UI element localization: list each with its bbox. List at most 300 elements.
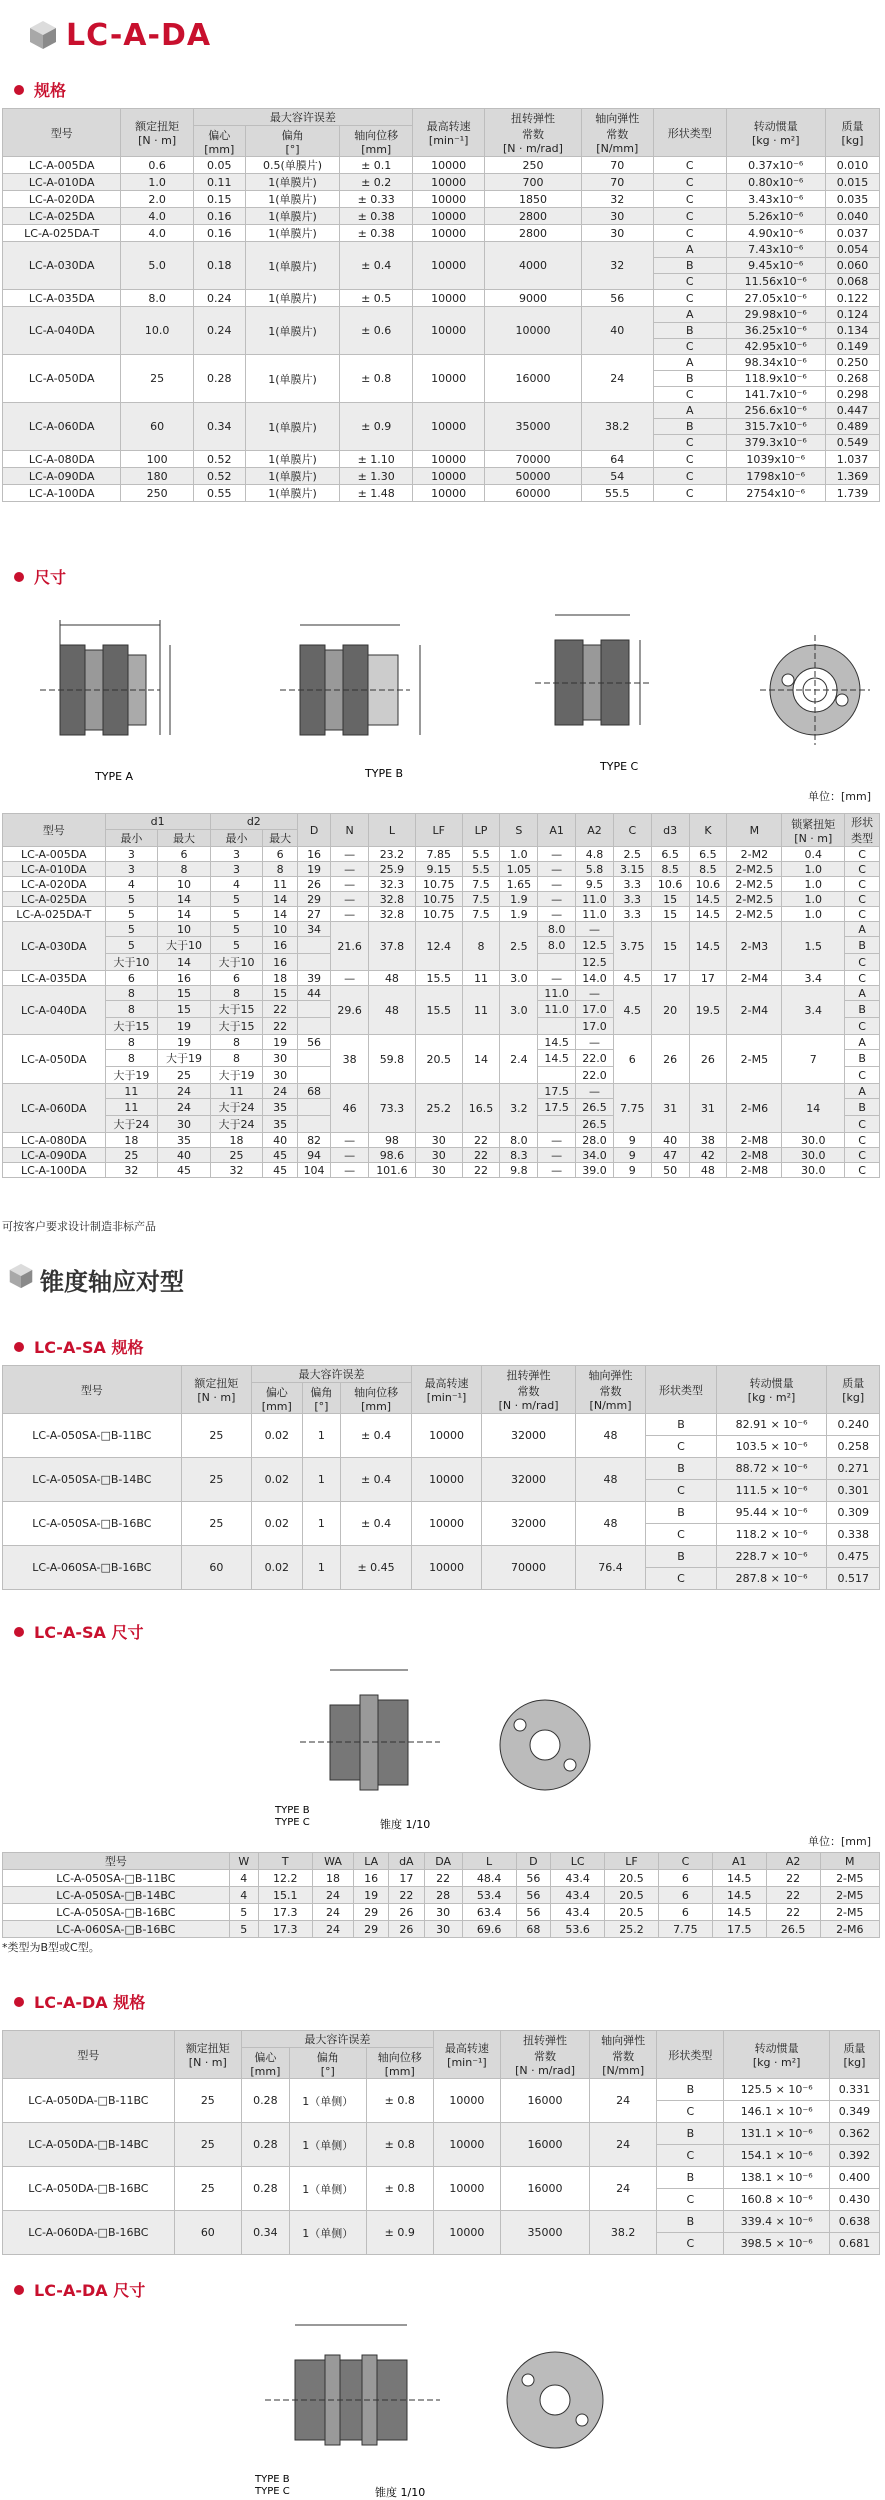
table-header-cell: C [658,1853,712,1870]
table-cell: 26 [389,1921,425,1938]
table-cell: 1（单侧） [289,2123,366,2167]
table-cell: 0.37x10⁻⁶ [726,157,825,174]
table-cell: 19 [354,1887,389,1904]
table-header-cell: 偏角 [°] [302,1383,341,1414]
sa-dim-label: LC-A-SA 尺寸 [34,1623,144,1642]
table-cell: 0.4 [782,847,845,862]
spec-heading-label: 规格 [34,81,67,100]
dims-heading-label: 尺寸 [34,568,67,587]
table-cell: 8 [210,986,263,1001]
table-cell: 30 [263,1067,298,1084]
table-cell: 64 [581,451,653,468]
table-cell: 35 [263,1116,298,1133]
table-cell: 14.5 [712,1887,766,1904]
table-row [3,1414,880,1436]
table-cell: C [845,1148,880,1163]
table-cell: 32000 [482,1502,575,1546]
table-cell: 2754x10⁻⁶ [726,485,825,502]
table-cell: C [845,1133,880,1148]
table-cell: 2.0 [121,191,193,208]
table-row [3,1133,880,1148]
table-cell: 24 [312,1904,354,1921]
table-cell: 19 [158,1035,211,1050]
table-cell: LC-A-060SA-□B-16BC [3,1546,182,1590]
table-cell: 大于19 [210,1067,263,1084]
table-cell: 26.5 [766,1921,820,1938]
table-cell: — [576,1035,614,1050]
table-cell: 0.015 [825,174,879,191]
table-cell: 20.5 [605,1870,659,1887]
table-cell: 14 [158,907,211,922]
table-header-cell: 最大 [158,830,211,847]
table-cell: 4 [229,1870,258,1887]
table-cell: 45 [263,1163,298,1178]
table-row [3,109,880,126]
table-header-cell: 最高转速 [min⁻¹] [411,1366,481,1414]
table-cell: 10000 [412,157,484,174]
table-cell: C [657,2233,724,2255]
table-header-cell: 扭转弹性 常数 [N · m/rad] [485,109,581,157]
table-cell: 59.8 [369,1035,416,1084]
table-cell: 8.5 [689,862,727,877]
table-cell: 21.6 [331,922,369,971]
table-cell: — [331,907,369,922]
table-row [3,1084,880,1099]
table-cell: 0.037 [825,225,879,242]
table-cell: 103.5 × 10⁻⁶ [716,1436,827,1458]
table-cell: 40 [581,307,653,355]
table-cell: ± 0.2 [340,174,412,191]
table-header-cell: 最高转速 [min⁻¹] [412,109,484,157]
table-cell: — [576,1084,614,1099]
table-cell: 大于24 [210,1116,263,1133]
table-cell: — [331,877,369,892]
table-cell: 131.1 × 10⁻⁶ [724,2123,829,2145]
table-cell: 1(单膜片) [245,290,340,307]
table-cell: 大于24 [105,1116,158,1133]
table-cell: 28 [424,1887,462,1904]
table-cell: C [845,971,880,986]
table-cell: 14.5 [689,907,727,922]
table-cell: 2800 [485,208,581,225]
table-cell: 1(单膜片) [245,485,340,502]
table-cell: 1 [302,1546,341,1590]
table-cell: 大于19 [158,1050,211,1067]
table-header-cell: 转动惯量 [kg · m²] [726,109,825,157]
table-cell: 0.010 [825,157,879,174]
table-cell: 5 [210,937,263,954]
table-cell: LC-A-060DA [3,1084,106,1133]
table-cell: 160.8 × 10⁻⁶ [724,2189,829,2211]
table-cell: LC-A-010DA [3,174,121,191]
table-cell: 15.1 [258,1887,312,1904]
table-cell: 287.8 × 10⁻⁶ [716,1568,827,1590]
table-cell: 9.8 [500,1163,538,1178]
table-cell: 9000 [485,290,581,307]
table-header-cell: L [369,814,416,847]
table-cell: 22 [462,1163,500,1178]
table-cell: 34.0 [576,1148,614,1163]
table-cell: 3.4 [782,986,845,1035]
table-cell: 7.75 [613,1084,651,1133]
table-header-cell: 最小 [105,830,158,847]
table-cell: 32.8 [369,907,416,922]
table-cell: 0.28 [241,2123,289,2167]
table-cell: 15 [263,986,298,1001]
table-header-cell: 最高转速 [min⁻¹] [433,2031,500,2079]
table-cell: 0.134 [825,323,879,339]
table-row [3,1870,880,1887]
table-cell: 24 [590,2079,657,2123]
table-cell: LC-A-010DA [3,862,106,877]
table-cell: 17.5 [712,1921,766,1938]
table-cell: 0.24 [193,307,245,355]
table-cell: 30 [424,1921,462,1938]
table-cell: C [845,1018,880,1035]
table-header-cell: LF [415,814,462,847]
table-cell: 2-M2 [727,847,782,862]
table-cell: 6 [658,1904,712,1921]
table-cell: 0.040 [825,208,879,225]
table-cell: B [654,258,726,274]
table-cell: 55.5 [581,485,653,502]
table-cell: ± 0.4 [341,1458,411,1502]
table-cell: 315.7x10⁻⁶ [726,419,825,435]
table-cell: 2-M8 [727,1148,782,1163]
table-cell: — [331,1163,369,1178]
table-cell: 1(单膜片) [245,174,340,191]
table-cell: 1.0 [121,174,193,191]
table-cell: 45 [263,1148,298,1163]
table-cell: 26.5 [576,1099,614,1116]
table-cell: 0.549 [825,435,879,451]
table-cell: 11.0 [538,986,576,1001]
table-cell: ± 0.4 [341,1502,411,1546]
table-header-cell: A2 [766,1853,820,1870]
table-cell [538,954,576,971]
table-cell: 9 [613,1133,651,1148]
table-cell: ± 0.6 [340,307,412,355]
table-cell: ± 0.8 [366,2167,433,2211]
table-cell: 2-M2.5 [727,877,782,892]
table-cell: 46 [331,1084,369,1133]
table-cell: C [654,387,726,403]
table-header-cell: 轴向弹性 常数 [N/mm] [575,1366,645,1414]
table-cell: 14.5 [538,1035,576,1050]
table-header-cell: DA [424,1853,462,1870]
table-cell: 11 [462,986,500,1035]
table-cell: LC-A-090DA [3,1148,106,1163]
table-cell: C [654,274,726,290]
table-cell: 0.309 [827,1502,880,1524]
table-header-cell: 形状类型 [654,109,726,157]
table-cell: 30.0 [782,1148,845,1163]
table-cell: LC-A-050DA-□B-14BC [3,2123,175,2167]
table-row [3,1546,880,1568]
table-cell: 48 [575,1502,645,1546]
table-cell: 26.5 [576,1116,614,1133]
table-cell: B [657,2211,724,2233]
table-cell: 1(单膜片) [245,403,340,451]
table-cell: 2-M2.5 [727,862,782,877]
type-b-label: TYPE B [255,2474,290,2485]
table-cell: — [331,971,369,986]
table-cell: 0.52 [193,451,245,468]
table-cell: 111.5 × 10⁻⁶ [716,1480,827,1502]
table-cell: 16 [297,847,330,862]
table-cell: 29 [354,1904,389,1921]
table-cell: 1.65 [500,877,538,892]
table-cell: — [331,892,369,907]
table-header-cell: 型号 [3,814,106,847]
table-cell: B [657,2079,724,2101]
table-cell: — [538,847,576,862]
table-cell: 大于10 [105,954,158,971]
table-cell: 0.475 [827,1546,880,1568]
table-cell: 1(单膜片) [245,307,340,355]
table-cell: 3 [105,847,158,862]
table-cell: 6.5 [651,847,689,862]
table-cell: 10000 [412,290,484,307]
table-cell: 2.4 [500,1035,538,1084]
table-cell: 14 [782,1084,845,1133]
table-cell: 98.6 [369,1148,416,1163]
table-cell: 69.6 [462,1921,516,1938]
table-cell: 56 [297,1035,330,1050]
table-cell: 1.5 [782,922,845,971]
table-cell: 26 [297,877,330,892]
table-header-cell: C [613,814,651,847]
table-cell: 25 [174,2123,241,2167]
table-row [3,468,880,485]
table-cell: C [845,1163,880,1178]
table-cell: 16000 [501,2167,590,2211]
table-cell: 20.5 [605,1904,659,1921]
table-cell: 76.4 [575,1546,645,1590]
table-cell: 3.3 [613,907,651,922]
sa-drawing [0,1650,885,1835]
table-cell: 43.4 [551,1887,605,1904]
table-cell: 4 [210,877,263,892]
table-cell: 44 [297,986,330,1001]
table-cell: — [331,847,369,862]
sa-dim-heading [14,1620,143,1643]
table-cell: 16000 [501,2123,590,2167]
table-cell: 32 [581,242,653,290]
table-cell: 1.369 [825,468,879,485]
table-cell: 0.6 [121,157,193,174]
type-c-label: TYPE C [275,1817,310,1828]
table-cell: 0.681 [829,2233,879,2255]
table-cell: 32 [105,1163,158,1178]
table-cell: 88.72 × 10⁻⁶ [716,1458,827,1480]
table-row [3,1035,880,1050]
table-cell: 7.5 [462,892,500,907]
table-cell: 38.2 [590,2211,657,2255]
table-cell: 22 [263,1001,298,1018]
table-cell: 24 [312,1887,354,1904]
table-cell: — [538,1148,576,1163]
table-cell: 4.0 [121,225,193,242]
table-cell: 35 [158,1133,211,1148]
table-cell: 22 [424,1870,462,1887]
table-cell: 36.25x10⁻⁶ [726,323,825,339]
table-cell: 10000 [412,242,484,290]
table-cell: 5.0 [121,242,193,290]
table-header-cell: 转动惯量 [kg · m²] [716,1366,827,1414]
table-cell: 2-M8 [727,1163,782,1178]
table-cell: 24 [263,1084,298,1099]
table-cell: 30 [581,225,653,242]
table-cell: C [845,954,880,971]
table-cell: 2-M6 [820,1921,879,1938]
table-cell: 8.0 [538,937,576,954]
table-header-cell: 最大容许误差 [193,109,412,126]
table-cell: 8 [105,1001,158,1018]
table-cell: 7.75 [658,1921,712,1938]
table-cell: 5 [210,892,263,907]
table-cell [297,1018,330,1035]
table-cell: 32000 [482,1414,575,1458]
bullet-icon [14,1997,24,2007]
table-cell: 5 [105,907,158,922]
table-cell: 8.0 [121,290,193,307]
table-row [3,242,880,258]
table-cell: 10.75 [415,877,462,892]
table-cell: 70000 [482,1546,575,1590]
table-cell: 2-M5 [820,1904,879,1921]
table-cell: 38 [331,1035,369,1084]
table-cell: 15.5 [415,971,462,986]
table-cell: 0.331 [829,2079,879,2101]
table-cell: 8.5 [651,862,689,877]
table-cell: 4.5 [613,986,651,1035]
table-cell: — [538,892,576,907]
table-cell: 22 [263,1018,298,1035]
table-cell: 32 [210,1163,263,1178]
table-row [3,922,880,937]
table-cell: LC-A-025DA-T [3,907,106,922]
table-cell: B [646,1414,716,1436]
table-cell: LC-A-020DA [3,191,121,208]
table-cell: 0.362 [829,2123,879,2145]
table-cell: 6 [158,847,211,862]
table-cell: 17 [389,1870,425,1887]
table-row [3,847,880,862]
table-header-cell: A1 [712,1853,766,1870]
table-cell: 98.34x10⁻⁶ [726,355,825,371]
table-cell: 11.0 [538,1001,576,1018]
table-row [3,485,880,502]
table-cell: 10000 [412,208,484,225]
table-cell: 12.5 [576,937,614,954]
table-cell: — [538,877,576,892]
table-cell: 250 [485,157,581,174]
table-cell: 17 [689,971,727,986]
table-header-cell: S [500,814,538,847]
table-cell: 11.56x10⁻⁶ [726,274,825,290]
table-cell: 17.5 [538,1084,576,1099]
table-cell: 5 [105,892,158,907]
table-cell: B [646,1502,716,1524]
table-cell: 大于24 [210,1099,263,1116]
table-cell: 3.3 [613,892,651,907]
table-header-cell: 质量 [kg] [825,109,879,157]
table-cell: 45 [158,1163,211,1178]
da-spec-label: LC-A-DA 规格 [34,1993,146,2012]
table-cell: 0.5(单膜片) [245,157,340,174]
table-cell: 0.11 [193,174,245,191]
table-cell: 5 [210,907,263,922]
table-cell: ± 0.8 [366,2079,433,2123]
table-header-cell: A1 [538,814,576,847]
table-cell: 12.5 [576,954,614,971]
table-cell: 0.258 [827,1436,880,1458]
table-header-cell: M [727,814,782,847]
table-cell: LC-A-100DA [3,1163,106,1178]
table-cell: 30 [581,208,653,225]
table-cell: A [654,403,726,419]
table-cell: 29.6 [331,986,369,1035]
table-cell: C [657,2189,724,2211]
table-cell: 14.0 [576,971,614,986]
table-cell: 141.7x10⁻⁶ [726,387,825,403]
table-cell: A [845,1035,880,1050]
table-cell: 10000 [412,307,484,355]
table-cell: 20 [651,986,689,1035]
table-cell: 7.5 [462,907,500,922]
table-cell: 大于10 [158,937,211,954]
table-cell: 38 [689,1133,727,1148]
table-cell: 0.18 [193,242,245,290]
table-cell: 0.035 [825,191,879,208]
table-cell: 2-M5 [727,1035,782,1084]
page-title: LC-A-DA [66,18,212,53]
table-cell: 63.4 [462,1904,516,1921]
table-cell: 10000 [412,191,484,208]
table-cell: 2-M6 [727,1084,782,1133]
table-cell: 1 [302,1458,341,1502]
dims-table [2,813,880,1178]
table-cell: 47 [651,1148,689,1163]
table-cell: 53.4 [462,1887,516,1904]
table-row [3,290,880,307]
bullet-icon [14,85,24,95]
table-cell: ± 0.33 [340,191,412,208]
table-cell: 8.0 [538,922,576,937]
table-cell: A [654,307,726,323]
table-cell: 29.98x10⁻⁶ [726,307,825,323]
table-cell: 16 [263,954,298,971]
table-cell: — [576,922,614,937]
table-cell: 9.5 [576,877,614,892]
table-cell: 11 [462,971,500,986]
table-cell: LC-A-050SA-□B-16BC [3,1904,230,1921]
table-cell: 9 [613,1148,651,1163]
table-cell: ± 0.4 [340,242,412,290]
table-cell: 6 [105,971,158,986]
table-cell: 48.4 [462,1870,516,1887]
table-cell: 26 [389,1904,425,1921]
table-row [3,2079,880,2101]
table-cell: LC-A-060SA-□B-16BC [3,1921,230,1938]
table-cell: LC-A-080DA [3,451,121,468]
table-cell: 17.3 [258,1904,312,1921]
table-cell: 35000 [485,403,581,451]
table-header-cell: WA [312,1853,354,1870]
unit-label: 单位：[mm] [808,790,872,803]
table-cell: LC-A-040DA [3,986,106,1035]
